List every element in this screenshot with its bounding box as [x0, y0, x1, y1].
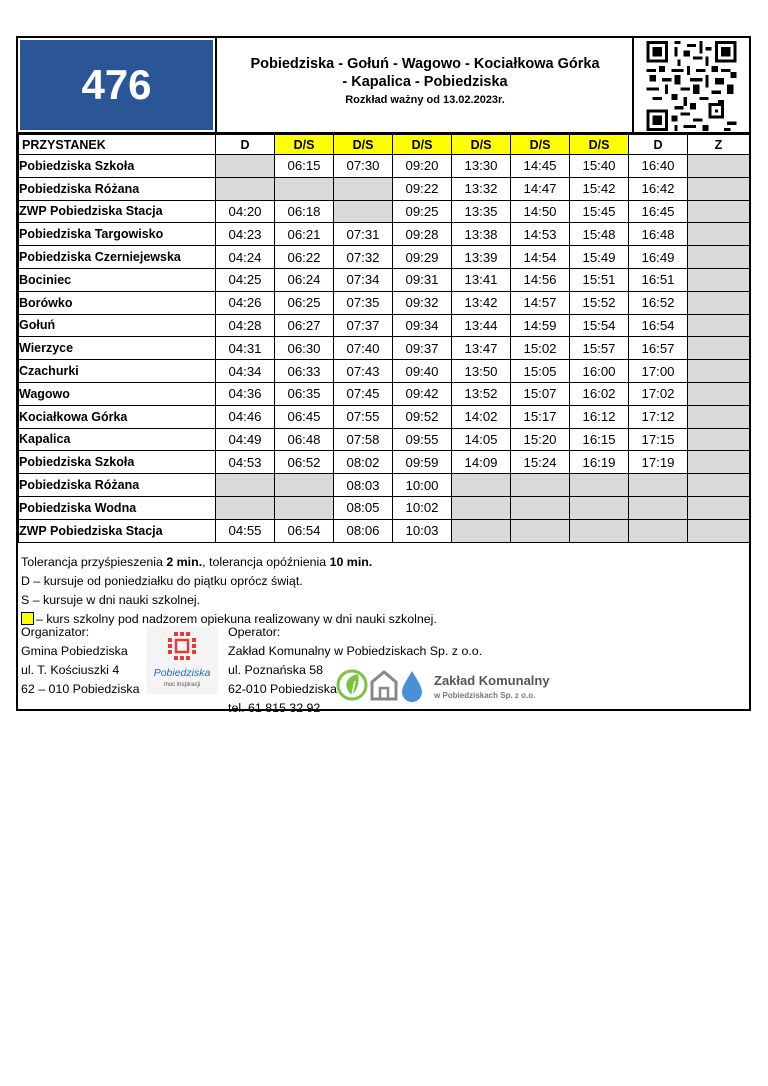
empty-cell	[688, 405, 750, 428]
departure-time: 04:24	[216, 246, 275, 269]
departure-time: 09:20	[393, 155, 452, 178]
departure-time: 16:51	[629, 268, 688, 291]
departure-time: 06:21	[275, 223, 334, 246]
departure-time: 09:37	[393, 337, 452, 360]
departure-time: 08:02	[334, 451, 393, 474]
empty-cell	[570, 496, 629, 519]
tolerance-note	[21, 553, 437, 572]
departure-time: 13:30	[452, 155, 511, 178]
departure-time: 16:02	[570, 382, 629, 405]
departure-time: 14:57	[511, 291, 570, 314]
departure-time: 07:55	[334, 405, 393, 428]
departure-time: 13:38	[452, 223, 511, 246]
stop-name: Czachurki	[19, 360, 216, 383]
departure-time: 07:34	[334, 268, 393, 291]
departure-time: 13:39	[452, 246, 511, 269]
departure-time: 13:41	[452, 268, 511, 291]
departure-time: 16:00	[570, 360, 629, 383]
empty-cell	[688, 155, 750, 178]
departure-time: 10:02	[393, 496, 452, 519]
column-header: D	[629, 135, 688, 155]
departure-time: 09:34	[393, 314, 452, 337]
tolerance-early: 2 min.	[166, 555, 203, 569]
column-header: D/S	[393, 135, 452, 155]
departure-time: 07:31	[334, 223, 393, 246]
departure-time: 17:12	[629, 405, 688, 428]
column-header: D/S	[570, 135, 629, 155]
timetable-header-row	[19, 135, 750, 155]
departure-time: 04:36	[216, 382, 275, 405]
departure-time: 04:53	[216, 451, 275, 474]
empty-cell	[511, 519, 570, 542]
qr-code-icon	[644, 41, 739, 131]
departure-time: 15:20	[511, 428, 570, 451]
table-row	[19, 268, 750, 291]
departure-time: 07:40	[334, 337, 393, 360]
stop-name: ZWP Pobiedziska Stacja	[19, 519, 216, 542]
operator-phone: tel. 61 815 32 92	[228, 701, 321, 715]
route-title-line1: Pobiedziska - Gołuń - Wagowo - Kociałkowa Górka	[250, 56, 600, 72]
departure-time: 08:05	[334, 496, 393, 519]
stop-name: Wierzyce	[19, 337, 216, 360]
zaklad-komunalny-logo-icon	[336, 665, 576, 705]
departure-time: 14:09	[452, 451, 511, 474]
departure-time: 04:34	[216, 360, 275, 383]
table-row	[19, 155, 750, 178]
table-row	[19, 382, 750, 405]
column-header: D/S	[334, 135, 393, 155]
departure-time: 06:30	[275, 337, 334, 360]
divider	[632, 38, 634, 134]
table-row	[19, 405, 750, 428]
departure-time: 17:02	[629, 382, 688, 405]
empty-cell	[275, 177, 334, 200]
departure-time: 06:52	[275, 451, 334, 474]
stop-name: Gołuń	[19, 314, 216, 337]
empty-cell	[452, 474, 511, 497]
route-title-line2: - Kapalica - Pobiedziska	[342, 74, 508, 90]
timetable-body	[19, 155, 750, 543]
departure-time: 14:56	[511, 268, 570, 291]
column-header: D/S	[452, 135, 511, 155]
organizer-street: ul. T. Kościuszki 4	[21, 663, 120, 677]
departure-time: 06:48	[275, 428, 334, 451]
empty-cell	[216, 474, 275, 497]
departure-time: 13:35	[452, 200, 511, 223]
departure-time: 09:29	[393, 246, 452, 269]
empty-cell	[688, 360, 750, 383]
departure-time: 06:35	[275, 382, 334, 405]
departure-time: 15:40	[570, 155, 629, 178]
departure-time: 07:45	[334, 382, 393, 405]
operator-street: ul. Poznańska 58	[228, 663, 324, 677]
departure-time: 15:48	[570, 223, 629, 246]
pobiedziska-logo-text: Pobiedziska	[153, 667, 211, 679]
empty-cell	[688, 474, 750, 497]
departure-time: 09:55	[393, 428, 452, 451]
departure-time: 04:26	[216, 291, 275, 314]
departure-time: 16:57	[629, 337, 688, 360]
organizer-name: Gmina Pobiedziska	[21, 644, 128, 658]
stop-name: Pobiedziska Różana	[19, 474, 216, 497]
empty-cell	[570, 474, 629, 497]
departure-time: 16:12	[570, 405, 629, 428]
departure-time: 06:33	[275, 360, 334, 383]
column-header: D/S	[511, 135, 570, 155]
empty-cell	[629, 474, 688, 497]
empty-cell	[570, 519, 629, 542]
table-row	[19, 291, 750, 314]
organizer-city: 62 – 010 Pobiedziska	[21, 682, 140, 696]
table-row	[19, 474, 750, 497]
operator-label: Operator:	[228, 625, 281, 639]
departure-time: 07:35	[334, 291, 393, 314]
departure-time: 14:54	[511, 246, 570, 269]
empty-cell	[688, 291, 750, 314]
table-row	[19, 314, 750, 337]
departure-time: 04:28	[216, 314, 275, 337]
tolerance-text: Tolerancja przyśpieszenia	[21, 555, 167, 569]
stop-name: Kapalica	[19, 428, 216, 451]
departure-time: 14:05	[452, 428, 511, 451]
empty-cell	[629, 519, 688, 542]
table-row	[19, 451, 750, 474]
departure-time: 06:22	[275, 246, 334, 269]
departure-time: 08:06	[334, 519, 393, 542]
zk-logo-title: Zakład Komunalny	[434, 673, 550, 688]
departure-time: 09:31	[393, 268, 452, 291]
departure-time: 14:59	[511, 314, 570, 337]
departure-time: 15:07	[511, 382, 570, 405]
legend-s: S – kursuje w dni nauki szkolnej.	[21, 593, 201, 607]
empty-cell	[275, 474, 334, 497]
table-row	[19, 428, 750, 451]
stop-name: Borówko	[19, 291, 216, 314]
departure-time: 06:24	[275, 268, 334, 291]
departure-time: 15:05	[511, 360, 570, 383]
stop-name: Wagowo	[19, 382, 216, 405]
empty-cell	[688, 382, 750, 405]
column-header: Z	[688, 135, 750, 155]
stop-name: Kociałkowa Górka	[19, 405, 216, 428]
departure-time: 06:18	[275, 200, 334, 223]
departure-time: 15:42	[570, 177, 629, 200]
departure-time: 09:52	[393, 405, 452, 428]
departure-time: 09:25	[393, 200, 452, 223]
departure-time: 14:45	[511, 155, 570, 178]
table-row	[19, 519, 750, 542]
stop-name: Pobiedziska Wodna	[19, 496, 216, 519]
notes	[21, 553, 437, 629]
column-header: D/S	[275, 135, 334, 155]
empty-cell	[275, 496, 334, 519]
empty-cell	[688, 268, 750, 291]
operator-city: 62-010 Pobiedziska	[228, 682, 337, 696]
route-title	[217, 38, 633, 132]
departure-time: 17:00	[629, 360, 688, 383]
empty-cell	[511, 474, 570, 497]
departure-time: 15:57	[570, 337, 629, 360]
departure-time: 15:51	[570, 268, 629, 291]
empty-cell	[688, 246, 750, 269]
empty-cell	[688, 223, 750, 246]
timetable	[18, 134, 750, 543]
departure-time: 14:50	[511, 200, 570, 223]
tolerance-text: , tolerancja opóźnienia	[202, 555, 330, 569]
empty-cell	[511, 496, 570, 519]
departure-time: 06:45	[275, 405, 334, 428]
departure-time: 06:54	[275, 519, 334, 542]
departure-time: 15:24	[511, 451, 570, 474]
departure-time: 08:03	[334, 474, 393, 497]
departure-time: 16:45	[629, 200, 688, 223]
empty-cell	[688, 496, 750, 519]
table-row	[19, 200, 750, 223]
stop-column-header: PRZYSTANEK	[19, 135, 216, 155]
legend-yellow-text: – kurs szkolny pod nadzorem opiekuna realizowany w dni nauki szkolnej.	[36, 612, 437, 626]
departure-time: 16:52	[629, 291, 688, 314]
empty-cell	[216, 177, 275, 200]
departure-time: 16:54	[629, 314, 688, 337]
departure-time: 07:32	[334, 246, 393, 269]
departure-time: 07:30	[334, 155, 393, 178]
empty-cell	[688, 337, 750, 360]
stop-name: Pobiedziska Targowisko	[19, 223, 216, 246]
empty-cell	[688, 519, 750, 542]
departure-time: 15:17	[511, 405, 570, 428]
empty-cell	[334, 177, 393, 200]
empty-cell	[629, 496, 688, 519]
departure-time: 17:15	[629, 428, 688, 451]
table-row	[19, 223, 750, 246]
departure-time: 15:49	[570, 246, 629, 269]
departure-time: 13:44	[452, 314, 511, 337]
departure-time: 06:15	[275, 155, 334, 178]
table-row	[19, 496, 750, 519]
departure-time: 16:40	[629, 155, 688, 178]
empty-cell	[688, 314, 750, 337]
departure-time: 10:00	[393, 474, 452, 497]
empty-cell	[688, 451, 750, 474]
departure-time: 17:19	[629, 451, 688, 474]
departure-time: 04:49	[216, 428, 275, 451]
stop-name: Bociniec	[19, 268, 216, 291]
departure-time: 04:23	[216, 223, 275, 246]
departure-time: 06:27	[275, 314, 334, 337]
departure-time: 16:15	[570, 428, 629, 451]
departure-time: 13:52	[452, 382, 511, 405]
timetable-frame	[16, 36, 751, 715]
empty-cell	[452, 519, 511, 542]
departure-time: 04:55	[216, 519, 275, 542]
pobiedziska-logo-icon	[146, 626, 218, 694]
organizer-label: Organizator:	[21, 625, 90, 639]
table-row	[19, 177, 750, 200]
operator-name: Zakład Komunalny w Pobiedziskach Sp. z o.o.	[228, 644, 483, 658]
table-row	[19, 246, 750, 269]
departure-time: 16:42	[629, 177, 688, 200]
legend-d: D – kursuje od poniedziałku do piątku oprócz świąt.	[21, 574, 303, 588]
departure-time: 15:45	[570, 200, 629, 223]
empty-cell	[216, 155, 275, 178]
stop-name: Pobiedziska Czerniejewska	[19, 246, 216, 269]
departure-time: 07:58	[334, 428, 393, 451]
departure-time: 14:53	[511, 223, 570, 246]
departure-time: 15:52	[570, 291, 629, 314]
empty-cell	[688, 177, 750, 200]
departure-time: 14:02	[452, 405, 511, 428]
departure-time: 09:40	[393, 360, 452, 383]
departure-time: 09:42	[393, 382, 452, 405]
departure-time: 13:42	[452, 291, 511, 314]
tolerance-late: 10 min.	[329, 555, 373, 569]
table-row	[19, 360, 750, 383]
zk-logo-subtitle: w Pobiedziskach Sp. z o.o.	[434, 691, 536, 700]
stop-name: Pobiedziska Różana	[19, 177, 216, 200]
empty-cell	[688, 200, 750, 223]
stop-name: Pobiedziska Szkoła	[19, 155, 216, 178]
departure-time: 13:32	[452, 177, 511, 200]
departure-time: 15:54	[570, 314, 629, 337]
empty-cell	[334, 200, 393, 223]
stop-name: ZWP Pobiedziska Stacja	[19, 200, 216, 223]
departure-time: 13:47	[452, 337, 511, 360]
departure-time: 14:47	[511, 177, 570, 200]
departure-time: 10:03	[393, 519, 452, 542]
departure-time: 07:37	[334, 314, 393, 337]
departure-time: 06:25	[275, 291, 334, 314]
departure-time: 15:02	[511, 337, 570, 360]
pobiedziska-logo-tagline: moc inspiracji	[163, 682, 201, 688]
departure-time: 04:46	[216, 405, 275, 428]
table-row	[19, 337, 750, 360]
departure-time: 09:32	[393, 291, 452, 314]
valid-from: Rozkład ważny od 13.02.2023r.	[345, 94, 505, 106]
departure-time: 09:28	[393, 223, 452, 246]
departure-time: 04:20	[216, 200, 275, 223]
departure-time: 09:22	[393, 177, 452, 200]
departure-time: 04:31	[216, 337, 275, 360]
departure-time: 13:50	[452, 360, 511, 383]
departure-time: 16:48	[629, 223, 688, 246]
departure-time: 09:59	[393, 451, 452, 474]
stop-name: Pobiedziska Szkoła	[19, 451, 216, 474]
departure-time: 04:25	[216, 268, 275, 291]
departure-time: 16:49	[629, 246, 688, 269]
organizer-block	[21, 623, 140, 699]
column-header: D	[216, 135, 275, 155]
empty-cell	[216, 496, 275, 519]
departure-time: 07:43	[334, 360, 393, 383]
route-number: 476	[20, 40, 213, 130]
empty-cell	[452, 496, 511, 519]
empty-cell	[688, 428, 750, 451]
departure-time: 16:19	[570, 451, 629, 474]
